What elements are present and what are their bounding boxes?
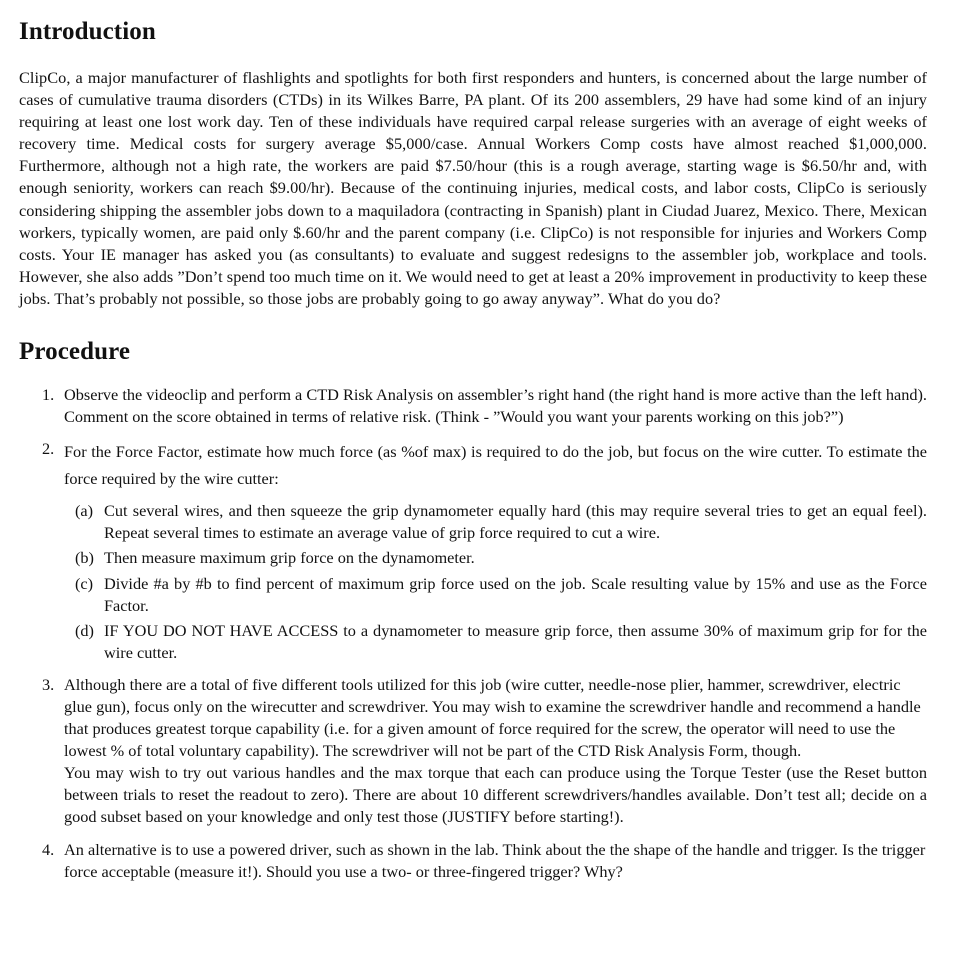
- procedure-step-2: [19, 438, 927, 664]
- introduction-heading: Introduction: [19, 18, 156, 45]
- subitem-b: [64, 547, 927, 569]
- step-number: 3.: [42, 674, 55, 694]
- step-text: For the Force Factor, estimate how much force (as %of max) is required to do the job, but focus on the wire cutter. To estimate the force required by the wire cutter:: [64, 442, 927, 489]
- step-text: Observe the videoclip and perform a CTD Risk Analysis on assembler’s right hand (the right hand is more active than the left hand). Comment on the score obtained in terms of relative risk. (Think - ”Would you want your parents working on this job?”): [64, 385, 927, 427]
- subitem-text: Then measure maximum grip force on the dynamometer.: [104, 548, 475, 568]
- document-page: [19, 14, 927, 893]
- subitem-label: (b): [75, 548, 94, 568]
- subitem-label: (d): [75, 620, 94, 640]
- procedure-steps: [19, 384, 927, 883]
- procedure-step-4: [19, 839, 927, 883]
- procedure-heading: Procedure: [19, 338, 131, 366]
- procedure-step-3: [19, 674, 927, 829]
- subitem-text: Divide #a by #b to find percent of maximum grip force used on the job. Scale resulting value by 15% and use as the Force Factor.: [104, 573, 927, 615]
- step-number: 1.: [42, 385, 55, 405]
- step-text: Although there are a total of five different tools utilized for this job (wire cutter, needle-nose plier, hammer, screwdriver, electric glue gun), focus only on the wirecutter and screwdriver. You may wish to examine the screwdriver handle and recommend a handle that produces greatest torque capability (i.e. for a given amount of force required for the screw, the operator will need to use the lowest % of total voluntary capability). The screwdriver will not be part of the CTD Risk Analysis Form, though.: [64, 674, 921, 761]
- step-text: An alternative is to use a powered driver, such as shown in the lab. Think about the the shape of the handle and trigger. Is the trigger force acceptable (measure it!). Should you use a two- or three-fingered trigger? Why?: [64, 839, 926, 881]
- subitem-c: [64, 573, 927, 617]
- step-text-continued: You may wish to try out various handles and the max torque that each can produce using the Torque Tester (use the Reset button between trials to reset the readout to zero). There are about 10 different screwdrivers/handles available. Don’t test all; decide on a good subset based on your knowledge and only test those (JUSTIFY before starting!).: [64, 763, 927, 827]
- step-number: 4.: [42, 839, 55, 859]
- subitem-label: (c): [75, 573, 94, 593]
- subitem-text: IF YOU DO NOT HAVE ACCESS to a dynamometer to measure grip force, then assume 30% of maximum grip for for the wire cutter.: [104, 620, 927, 662]
- procedure-step-1: [19, 384, 927, 428]
- subitem-d: [64, 620, 927, 664]
- introduction-paragraph: ClipCo, a major manufacturer of flashlights and spotlights for both first responders and hunters, is concerned about the large number of cases of cumulative trauma disorders (CTDs) in its Wilkes Barre, PA plant. Of its 200 assemblers, 29 have had some kind of an injury requiring at least one lost work day. Ten of these individuals have required carpal release surgeries with an average of eight weeks of recovery time. Medical costs for surgery average $5,000/case. Annual Workers Comp costs have almost reached $1,000,000. Furthermore, although not a high rate, the workers are paid $7.50/hour (this is a rough average, starting wage is $6.50/hr and, with enough seniority, workers can reach $9.00/hr). Because of the continuing injuries, medical costs, and labor costs, ClipCo is seriously considering shipping the assembler jobs down to a maquiladora (contracting in Spanish) plant in Ciudad Juarez, Mexico. There, Mexican workers, typically women, are paid only $.60/hr and the parent company (i.e. ClipCo) is not responsible for injuries and Workers Comp costs. Your IE manager has asked you (as consultants) to evaluate and suggest redesigns to the assembler job, workplace and tools. However, she also adds ”Don’t spend too much time on it. We would need to get at least a 20% improvement in productivity to keep these jobs. That’s probably not possible, so those jobs are probably going to go away anyway”. What do you do?: [19, 68, 927, 308]
- subitem-text: Cut several wires, and then squeeze the grip dynamometer equally hard (this may require several tries to get an equal feel). Repeat several times to estimate an average value of grip force required to cut a wire.: [104, 501, 927, 543]
- subitem-a: [64, 500, 927, 544]
- step-number: 2.: [42, 439, 55, 459]
- subitem-label: (a): [75, 501, 94, 521]
- step-2-subitems: [64, 500, 927, 664]
